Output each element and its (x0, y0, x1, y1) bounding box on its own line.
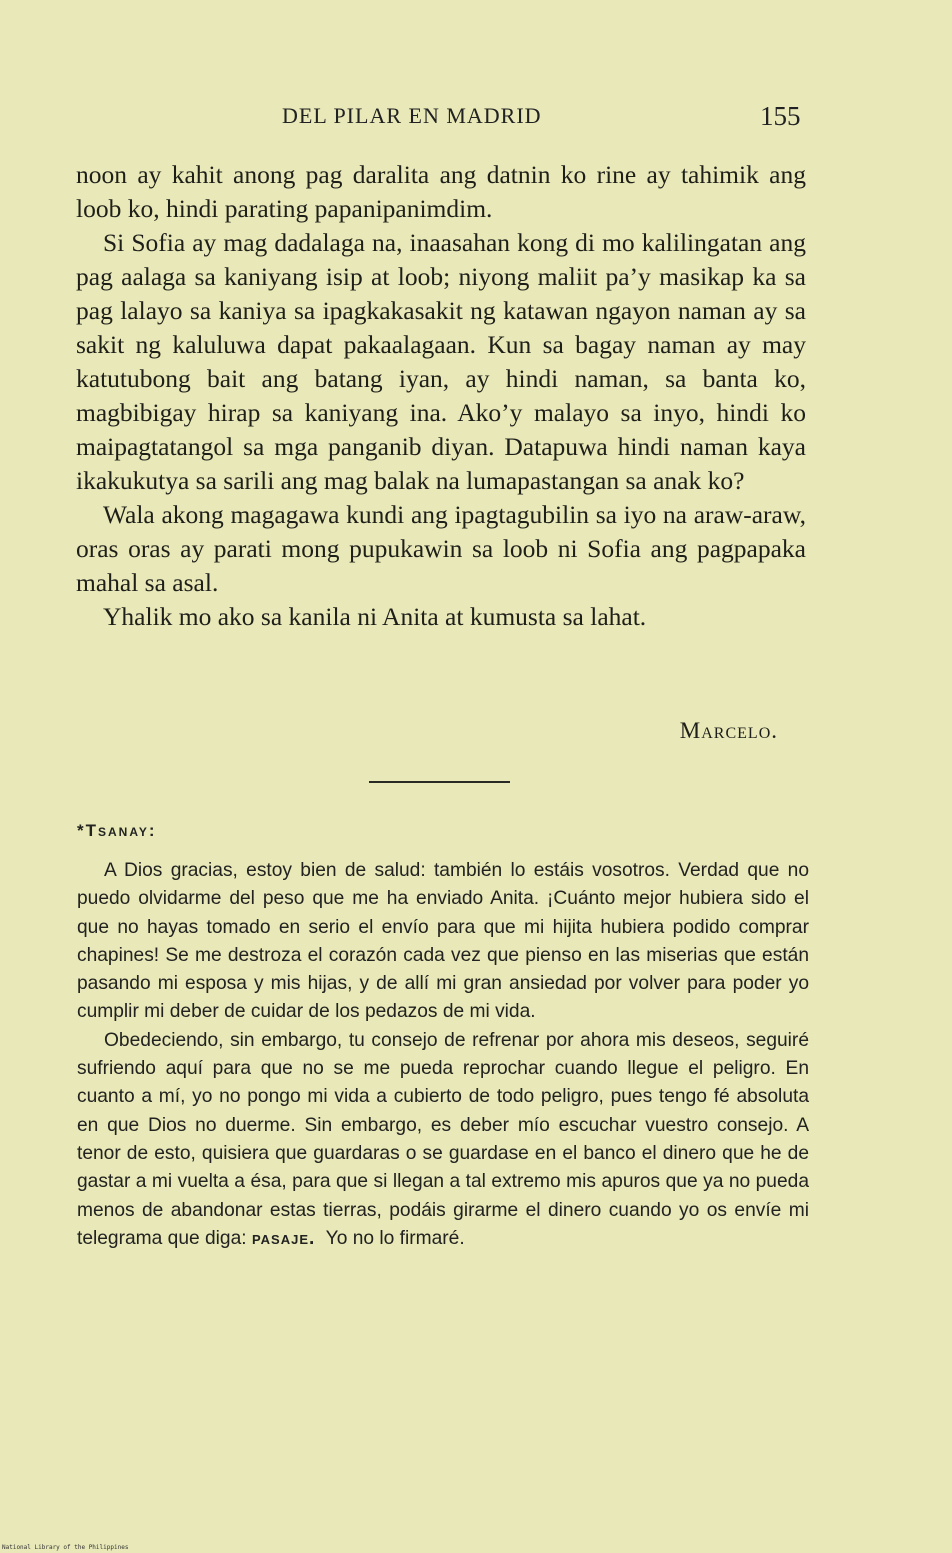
footnote-heading: *Tsanay: (77, 821, 157, 840)
letter-paragraph: Wala akong magagawa kundi ang ipagtagubilin sa iyo na araw-araw, oras oras ay parati mong pupukawin sa loob ni Sofia ang pagpapaka mahal sa asal. (76, 500, 806, 597)
footnote-body (77, 857, 809, 1253)
footnote-paragraph-text: Obedeciendo, sin embargo, tu consejo de refrenar por ahora mis deseos, seguiré sufriendo aquí para que no se me pueda reprochar cuando llegue el peligro. En cuanto a mí, yo no pongo mi vida a cubierto de todo peligro, pues tengo fé absoluta en que Dios no duerme. Sin embargo, es deber mío escuchar vuestro consejo. A tenor de esto, quisiera que guardaras o se guardase en el banco el dinero que he de gastar a mi vuelta a ésa, para que si llegan a tal extremo mis apuros que ya no pueda menos de abandonar estas tierras, podáis girarme el dinero cuando yo os envíe mi telegrama que diga: (77, 1029, 809, 1249)
footnote-closing: Yo no lo firmaré. (325, 1227, 465, 1249)
library-credit: National Library of the Philippines (2, 1544, 129, 1551)
running-title: DEL PILAR EN MADRID (282, 103, 542, 128)
footnote-paragraph: A Dios gracias, estoy bien de salud: también lo estáis vosotros. Verdad que no puedo olvidarme del peso que me ha enviado Anita. ¡Cuánto mejor hubiera sido el que no hayas tomado en serio el envío para que mi hijita hubiera podido comprar chapines! Se me destroza el corazón cada vez que pienso en las miserias que están pasando mi esposa y mis hijas, y de allí mi gran ansiedad por volver para poder yo cumplir mi deber de cuidar de los pedazos de mi vida. (77, 860, 809, 1023)
signature: Marcelo. (679, 718, 778, 743)
code-word: pasaje. (251, 1227, 316, 1249)
letter-body (76, 158, 806, 634)
letter-paragraph: Si Sofia ay mag dadalaga na, inaasahan kong di mo kalilingatan ang pag aalaga sa kaniyang isip at loob; niyong maliit pa’y masikap ka sa pag lalayo sa kaniya sa ipagkakasakit ng katawan ngayon naman ay sa sakit ng kaluluwa dapat pakaalagaan. Kun sa bagay naman ay may katutubong bait ang batang iyan, ay hindi naman, sa banta ko, magbibigay hirap sa kaniyang ina. Ako’y malayo sa inyo, hindi ko maipagtatangol sa mga panganib diyan. Datapuwa hindi naman kaya ikakukutya sa sarili ang mag balak na lumapastangan sa anak ko? (76, 228, 806, 495)
footnote-paragraph (77, 1027, 809, 1253)
section-divider (369, 781, 510, 783)
letter-paragraph: noon ay kahit anong pag daralita ang datnin ko rine ay tahimik ang loob ko, hindi parating papanipanimdim. (76, 160, 806, 223)
letter-paragraph: Yhalik mo ako sa kanila ni Anita at kumusta sa lahat. (103, 602, 647, 631)
page-number: 155 (760, 101, 801, 131)
